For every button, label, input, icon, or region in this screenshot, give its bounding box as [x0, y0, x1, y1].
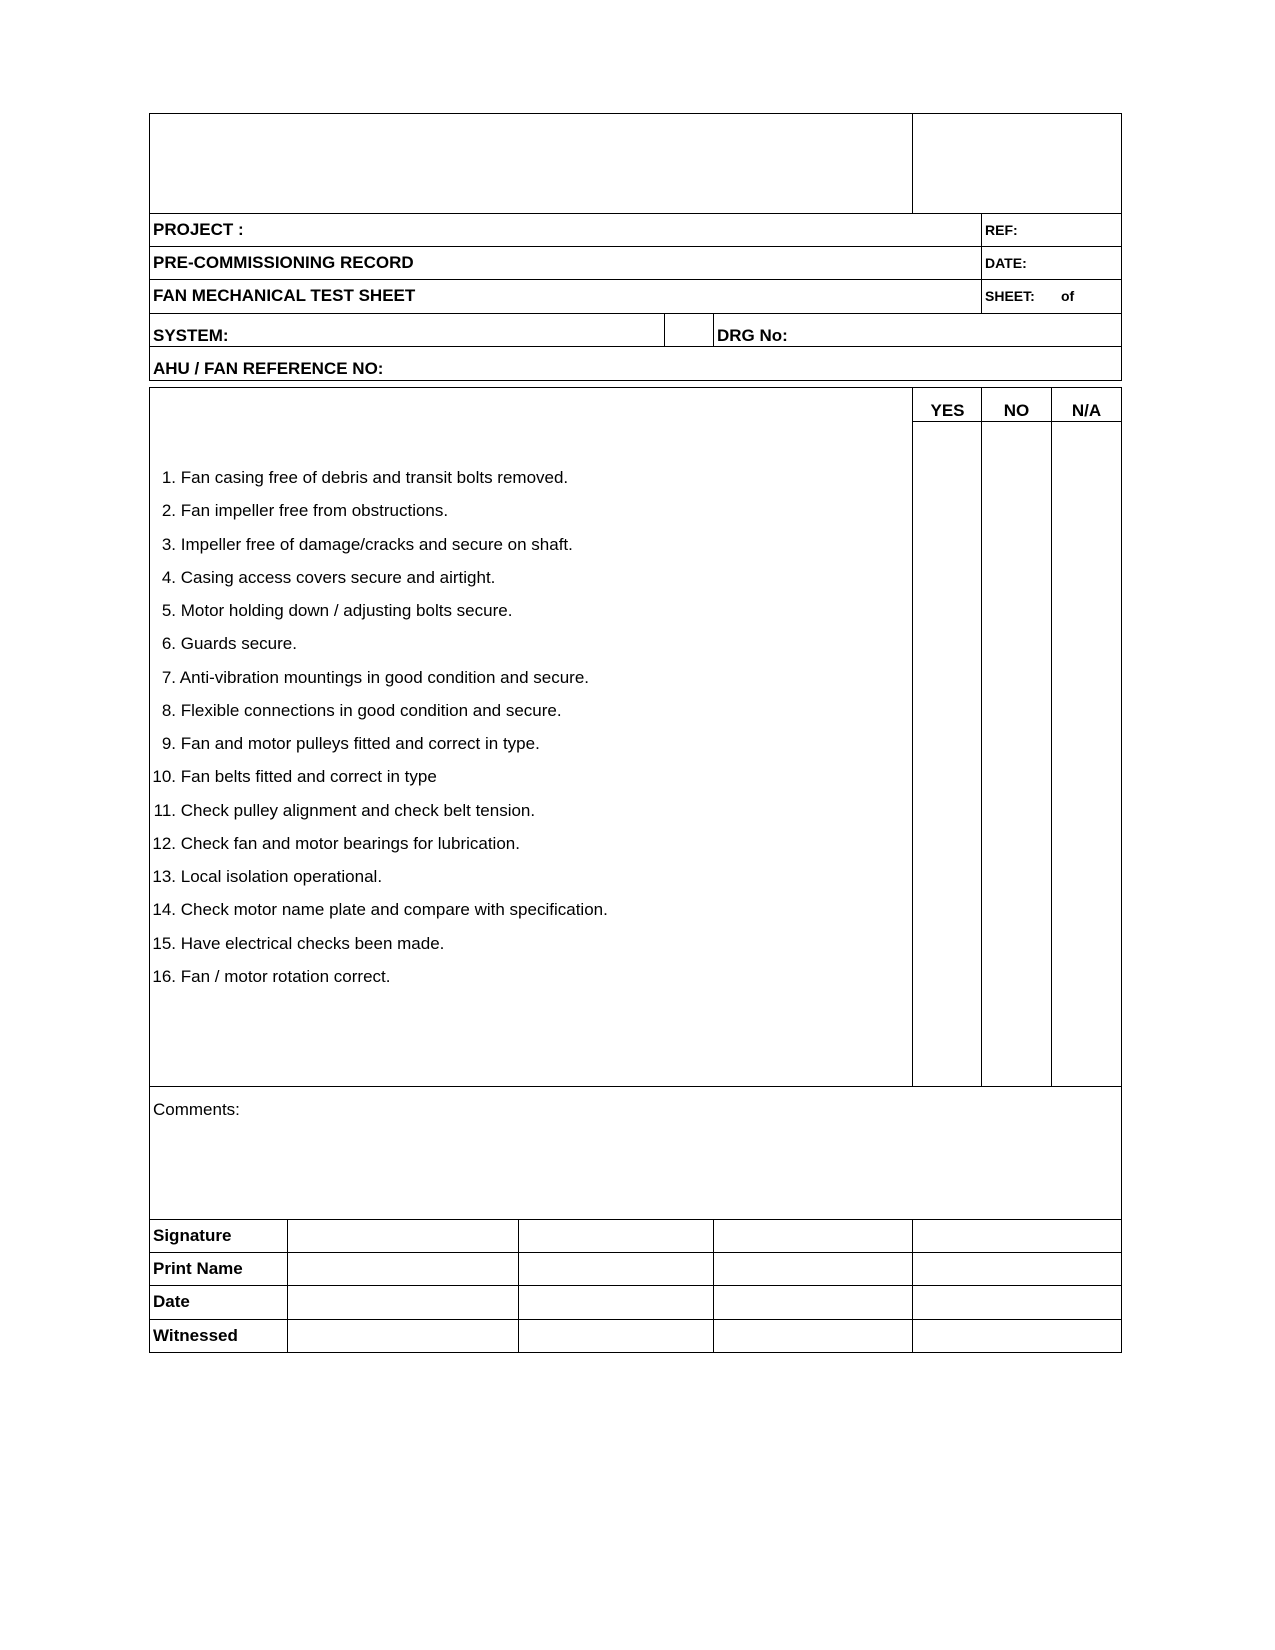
logo-divider	[912, 113, 913, 214]
column-header-na: N/A	[1071, 401, 1102, 420]
list-item: 7. Anti-vibration mountings in good condition and secure.	[161, 668, 589, 687]
column-header-no: NO	[1003, 401, 1030, 420]
list-item: 8. Flexible connections in good condition and secure.	[161, 701, 562, 720]
header-divider-5	[149, 346, 1122, 347]
comments-top-divider	[149, 1086, 1122, 1087]
ref-column-divider	[981, 213, 982, 314]
signoff-col-divider-2	[518, 1219, 519, 1353]
list-item: 1. Fan casing free of debris and transit bolts removed.	[161, 468, 569, 487]
print-name-label: Print Name	[153, 1259, 243, 1278]
of-label: of	[1061, 288, 1075, 304]
signoff-col-divider-4	[912, 1219, 913, 1353]
list-item: 15. Have electrical checks been made.	[152, 934, 445, 953]
system-label: SYSTEM:	[153, 326, 229, 345]
comments-label: Comments:	[153, 1100, 240, 1119]
no-column-divider	[981, 387, 982, 1087]
list-item: 2. Fan impeller free from obstructions.	[161, 501, 449, 520]
list-item: 9. Fan and motor pulleys fitted and correct in type.	[161, 734, 540, 753]
signoff-row-divider-2	[149, 1285, 1122, 1286]
header-divider-2	[149, 246, 1122, 247]
date-row-label: Date	[153, 1292, 190, 1311]
list-item: 3. Impeller free of damage/cracks and secure on shaft.	[161, 535, 573, 554]
record-label: PRE-COMMISSIONING RECORD	[153, 253, 414, 272]
sheet-title: FAN MECHANICAL TEST SHEET	[153, 286, 416, 305]
signoff-top-divider	[149, 1219, 1122, 1220]
na-column-divider	[1051, 387, 1052, 1087]
sheet-label: SHEET:	[985, 288, 1035, 304]
header-divider-4	[149, 313, 1122, 314]
list-item: 4. Casing access covers secure and airtight.	[161, 568, 496, 587]
ref-label: REF:	[985, 222, 1018, 238]
yes-column-divider	[912, 387, 913, 1087]
ahu-reference-label: AHU / FAN REFERENCE NO:	[153, 359, 384, 378]
list-item: 14. Check motor name plate and compare with specification.	[152, 900, 608, 919]
header-divider-1	[149, 213, 1122, 214]
list-item: 10. Fan belts fitted and correct in type	[152, 767, 437, 786]
header-divider-3	[149, 279, 1122, 280]
column-header-underline	[912, 421, 1122, 422]
list-item: 12. Check fan and motor bearings for lubrication.	[152, 834, 520, 853]
list-item: 16. Fan / motor rotation correct.	[152, 967, 391, 986]
column-header-yes: YES	[930, 401, 965, 420]
list-item: 5. Motor holding down / adjusting bolts secure.	[161, 601, 513, 620]
signoff-row-divider-3	[149, 1319, 1122, 1320]
list-item: 11. Check pulley alignment and check belt tension.	[153, 801, 536, 820]
header-block	[149, 113, 1122, 381]
system-divider-b	[713, 313, 714, 347]
project-label: PROJECT :	[153, 220, 244, 239]
signoff-col-divider-1	[287, 1219, 288, 1353]
drg-label: DRG No:	[717, 326, 788, 345]
list-item: 6. Guards secure.	[161, 634, 297, 653]
signoff-col-divider-3	[713, 1219, 714, 1353]
signoff-row-divider-1	[149, 1252, 1122, 1253]
system-divider-a	[664, 313, 665, 347]
list-item: 13. Local isolation operational.	[152, 867, 383, 886]
date-label: DATE:	[985, 255, 1027, 271]
signature-label: Signature	[153, 1226, 232, 1245]
witnessed-label: Witnessed	[153, 1326, 238, 1345]
